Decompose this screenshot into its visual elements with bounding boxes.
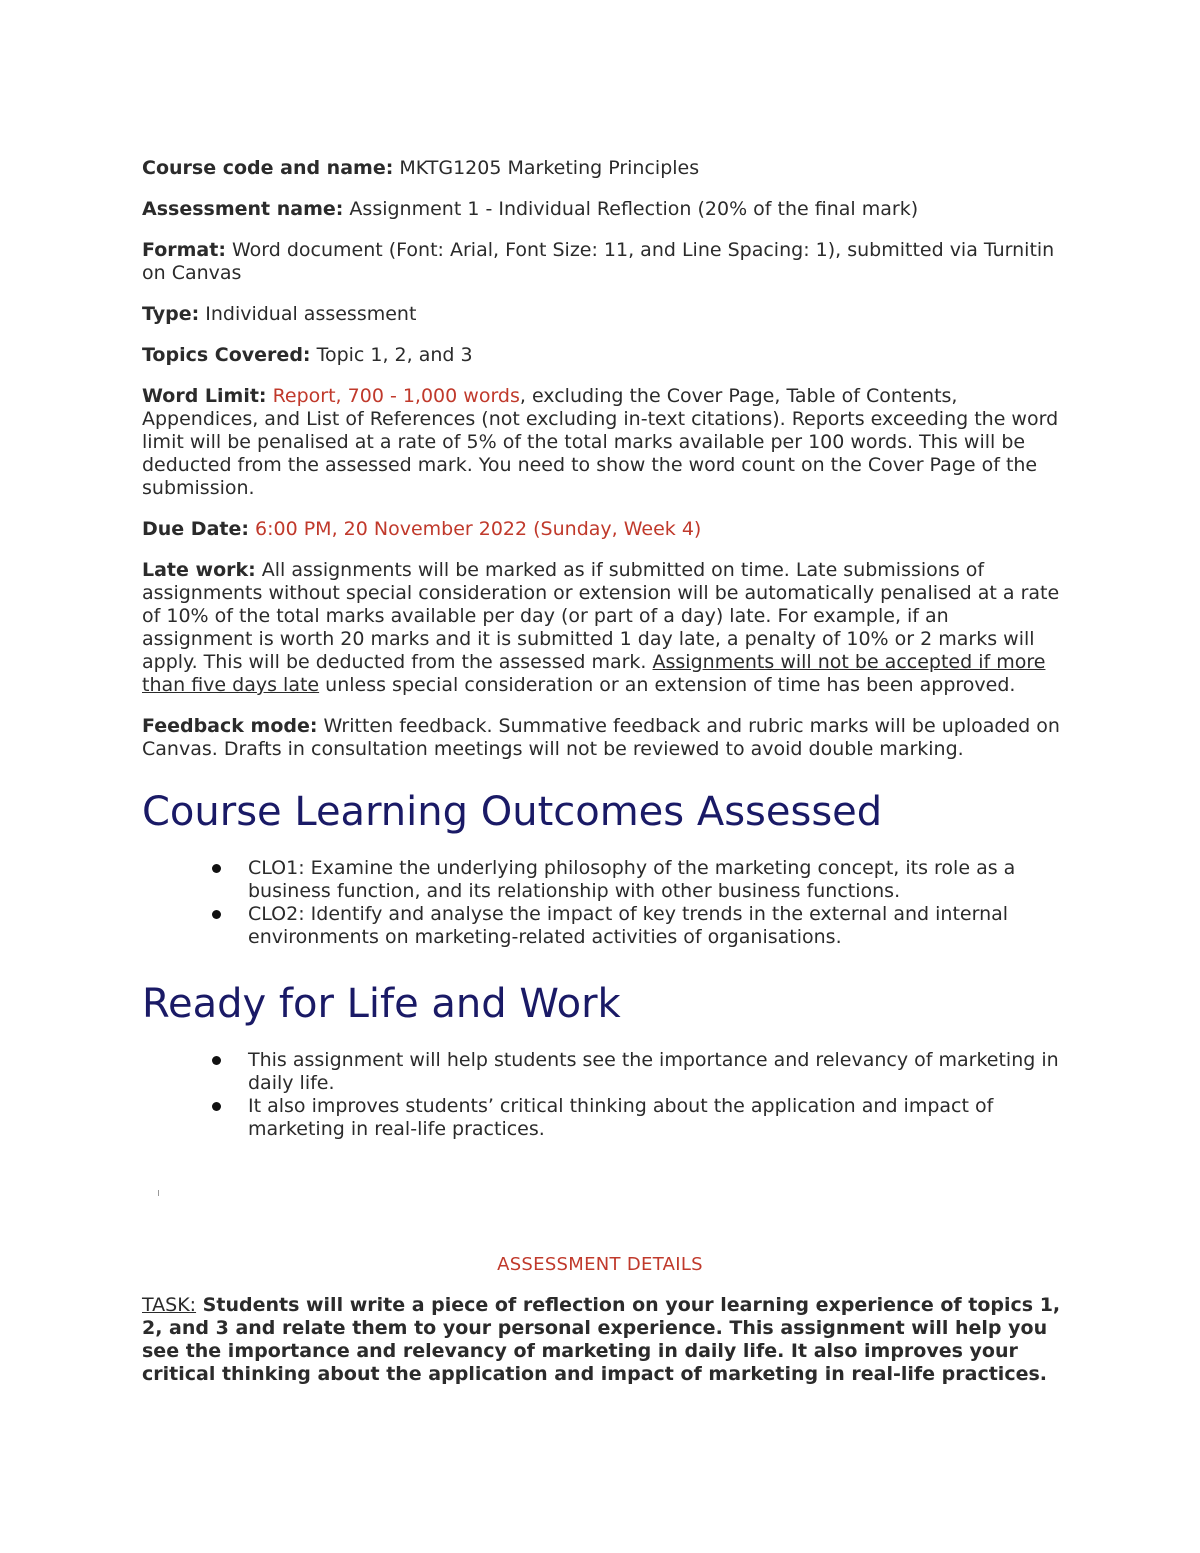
assessment-details-heading: ASSESSMENT DETAILS bbox=[497, 1254, 703, 1275]
task-label: TASK: bbox=[142, 1294, 197, 1316]
list-item bbox=[248, 1049, 1065, 1095]
task-text: Students will write a piece of reflection on your learning experience of topics 1, 2, and 3 and relate them to your personal experience. This assignment will help you see the importance and relevancy of marketing in daily life. It also improves your critical thinking about the application and impact of marketing in real-life practices. bbox=[142, 1294, 1061, 1385]
feedback-paragraph bbox=[142, 715, 1065, 761]
word-limit-label: Word Limit: bbox=[142, 385, 267, 407]
course-line bbox=[142, 157, 1065, 180]
list-item bbox=[248, 857, 1065, 903]
due-date-line bbox=[142, 518, 1065, 541]
format-value: Word document (Font: Arial, Font Size: 11, and Line Spacing: 1), submitted via Turnitin on Canvas bbox=[142, 239, 1055, 284]
word-limit-highlight: Report, 700 - 1,000 words bbox=[272, 385, 520, 407]
topics-value: Topic 1, 2, and 3 bbox=[316, 344, 473, 366]
late-work-after: unless special consideration or an extension of time has been approved. bbox=[319, 674, 1016, 696]
ready-list bbox=[142, 1049, 1065, 1141]
bullet-icon bbox=[212, 1102, 221, 1111]
late-work-text: All assignments will be marked as if submitted on time. Late submissions of assignments without special consideration or extension will be automatically penalised at a rate of 10% of the total marks available per day (or part of a day) late. For example, if an assignment is worth 20 marks and it is submitted 1 day late, a penalty of 10% or 2 marks will apply. This will be deducted from the assessed mark. bbox=[142, 559, 1060, 673]
type-label: Type: bbox=[142, 303, 200, 325]
bullet-icon bbox=[212, 864, 221, 873]
format-label: Format: bbox=[142, 239, 226, 261]
format-line bbox=[142, 239, 1065, 285]
stray-mark bbox=[158, 1190, 159, 1196]
topics-label: Topics Covered: bbox=[142, 344, 311, 366]
type-line bbox=[142, 303, 1065, 326]
type-value: Individual assessment bbox=[205, 303, 417, 325]
bullet-icon bbox=[212, 910, 221, 919]
late-work-paragraph bbox=[142, 559, 1065, 697]
feedback-label: Feedback mode: bbox=[142, 715, 318, 737]
list-item bbox=[248, 903, 1065, 949]
feedback-value: Written feedback. Summative feedback and rubric marks will be uploaded on Canvas. Drafts in consultation meetings will not be reviewed to avoid double marking. bbox=[142, 715, 1060, 760]
late-work-underlined: Assignments will not be accepted if more than five days late bbox=[142, 651, 1046, 696]
assessment-name-value: Assignment 1 - Individual Reflection (20% of the final mark) bbox=[349, 198, 919, 220]
clo-item-text: CLO2: Identify and analyse the impact of key trends in the external and internal environments on marketing-related activities of organisations. bbox=[248, 903, 1009, 948]
clo-list bbox=[142, 857, 1065, 949]
course-value: MKTG1205 Marketing Principles bbox=[399, 157, 700, 179]
clo-heading: Course Learning Outcomes Assessed bbox=[142, 789, 883, 835]
ready-item-text: It also improves students’ critical thinking about the application and impact of marketing in real-life practices. bbox=[248, 1095, 994, 1140]
late-work-label: Late work: bbox=[142, 559, 256, 581]
list-item bbox=[248, 1095, 1065, 1141]
clo-item-text: CLO1: Examine the underlying philosophy of the marketing concept, its role as a business function, and its relationship with other business functions. bbox=[248, 857, 1016, 902]
word-limit-text: , excluding the Cover Page, Table of Contents, Appendices, and List of References (not excluding in-text citations). Reports exceeding the word limit will be penalised at a rate of 5% of the total marks available per 100 words. This will be deducted from the assessed mark. You need to show the word count on the Cover Page of the submission. bbox=[142, 385, 1059, 499]
ready-heading: Ready for Life and Work bbox=[142, 981, 621, 1027]
topics-line bbox=[142, 344, 1065, 367]
word-limit-paragraph bbox=[142, 385, 1065, 500]
due-date-value: 6:00 PM, 20 November 2022 (Sunday, Week 4) bbox=[255, 518, 702, 540]
due-date-label: Due Date: bbox=[142, 518, 249, 540]
bullet-icon bbox=[212, 1056, 221, 1065]
assessment-name-line bbox=[142, 198, 1065, 221]
ready-item-text: This assignment will help students see the importance and relevancy of marketing in daily life. bbox=[248, 1049, 1059, 1094]
course-label: Course code and name: bbox=[142, 157, 394, 179]
assessment-name-label: Assessment name: bbox=[142, 198, 344, 220]
task-paragraph bbox=[142, 1294, 1062, 1386]
